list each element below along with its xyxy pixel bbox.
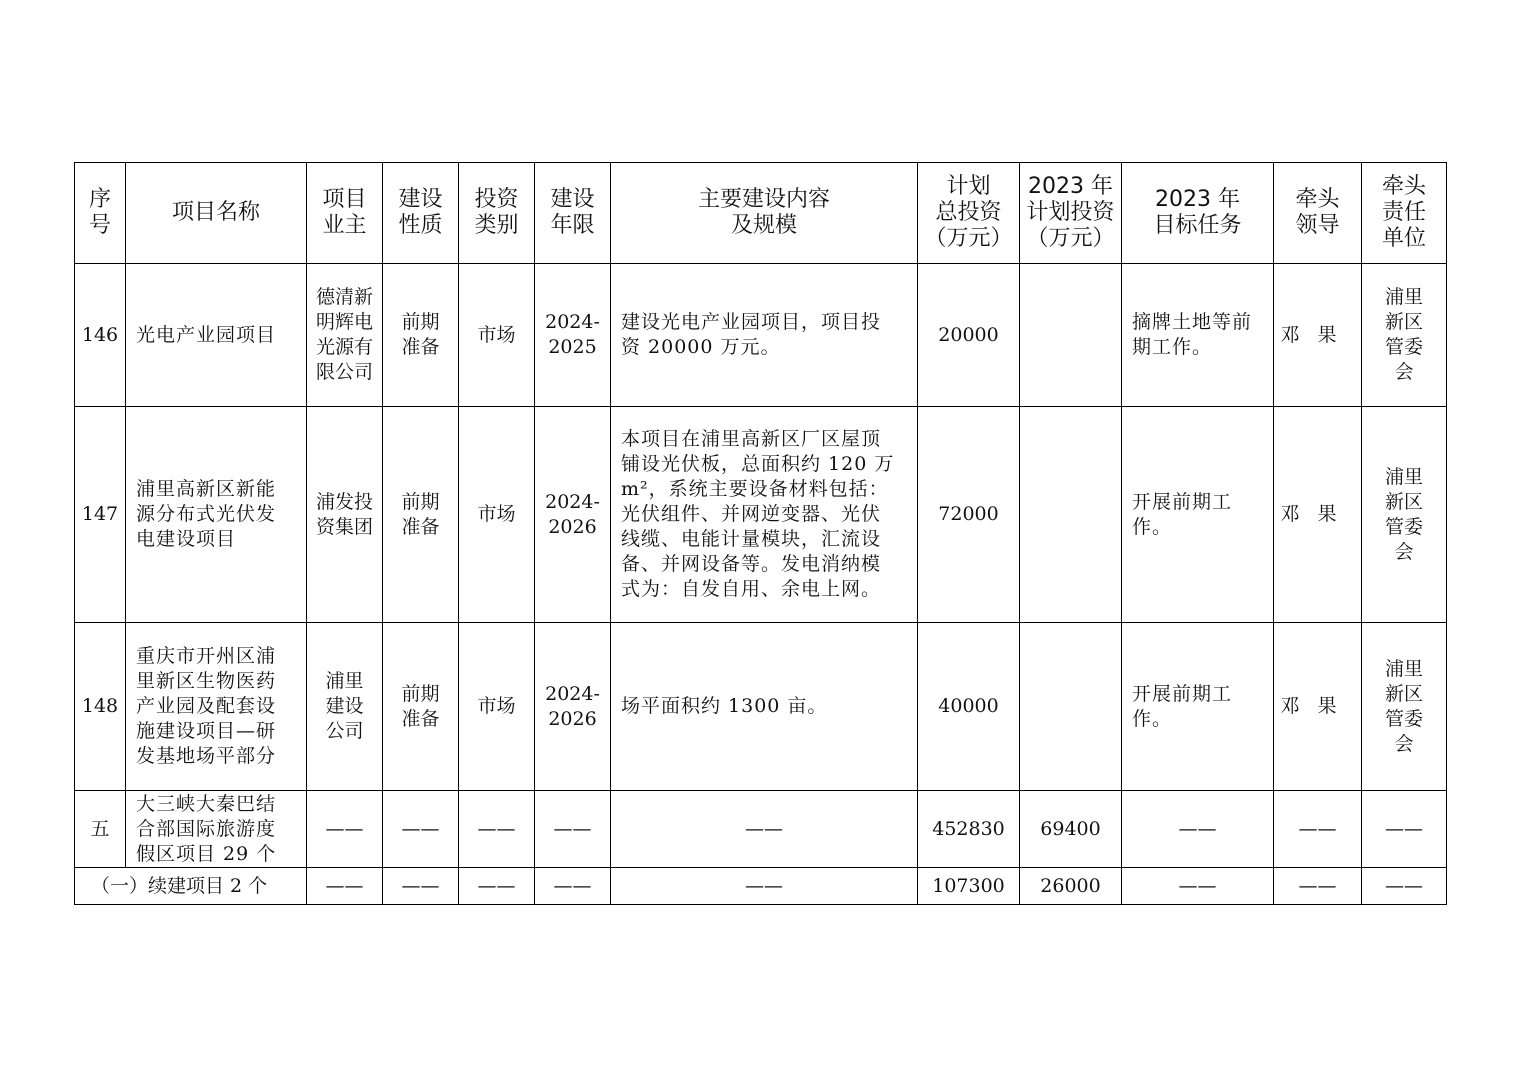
section-plan-2023: 69400 <box>1020 791 1122 868</box>
subsection-period-dash: —— <box>535 868 611 905</box>
section-content-dash: —— <box>611 791 918 868</box>
row-project-name: 光电产业园项目 <box>126 264 307 407</box>
row-invest-type: 市场 <box>459 264 535 407</box>
section-leader-dash: —— <box>1274 791 1362 868</box>
header-target-2023: 2023 年 目标任务 <box>1122 163 1274 264</box>
header-owner: 项目 业主 <box>307 163 383 264</box>
row-period: 2024- 2025 <box>535 264 611 407</box>
row-leader: 邓果 <box>1274 623 1362 791</box>
row-project-name: 重庆市开州区浦 里新区生物医药 产业园及配套设 施建设项目—研 发基地场平部分 <box>126 623 307 791</box>
project-table <box>74 162 1447 905</box>
row-unit: 浦里 新区 管委 会 <box>1362 407 1447 623</box>
table-row <box>75 264 1447 407</box>
row-invest-type: 市场 <box>459 623 535 791</box>
row-plan-2023 <box>1020 623 1122 791</box>
header-total: 计划 总投资 （万元） <box>918 163 1020 264</box>
section-owner-dash: —— <box>307 791 383 868</box>
row-target-2023: 开展前期工作。 <box>1122 407 1274 623</box>
subsection-content-dash: —— <box>611 868 918 905</box>
subsection-nature-dash: —— <box>383 868 459 905</box>
header-invest-type: 投资 类别 <box>459 163 535 264</box>
section-row <box>75 791 1447 868</box>
row-content: 场平面积约 1300 亩。 <box>611 623 918 791</box>
row-seq: 146 <box>75 264 126 407</box>
row-seq: 147 <box>75 407 126 623</box>
subsection-target-dash: —— <box>1122 868 1274 905</box>
row-target-2023: 摘牌土地等前 期工作。 <box>1122 264 1274 407</box>
row-invest-type: 市场 <box>459 407 535 623</box>
section-period-dash: —— <box>535 791 611 868</box>
row-period: 2024- 2026 <box>535 623 611 791</box>
section-seq: 五 <box>75 791 126 868</box>
section-unit-dash: —— <box>1362 791 1447 868</box>
header-plan-2023: 2023 年 计划投资 （万元） <box>1020 163 1122 264</box>
row-owner: 浦里 建设 公司 <box>307 623 383 791</box>
section-target-dash: —— <box>1122 791 1274 868</box>
row-owner: 浦发投 资集团 <box>307 407 383 623</box>
table-header-row <box>75 163 1447 264</box>
header-nature: 建设 性质 <box>383 163 459 264</box>
row-total: 20000 <box>918 264 1020 407</box>
subsection-total: 107300 <box>918 868 1020 905</box>
section-invest-type-dash: —— <box>459 791 535 868</box>
subsection-invest-type-dash: —— <box>459 868 535 905</box>
section-total: 452830 <box>918 791 1020 868</box>
row-content: 建设光电产业园项目，项目投 资 20000 万元。 <box>611 264 918 407</box>
subsection-owner-dash: —— <box>307 868 383 905</box>
row-nature: 前期 准备 <box>383 407 459 623</box>
header-unit: 牵头 责任 单位 <box>1362 163 1447 264</box>
row-nature: 前期 准备 <box>383 264 459 407</box>
subsection-leader-dash: —— <box>1274 868 1362 905</box>
row-leader: 邓果 <box>1274 264 1362 407</box>
header-period: 建设 年限 <box>535 163 611 264</box>
row-project-name: 浦里高新区新能 源分布式光伏发 电建设项目 <box>126 407 307 623</box>
subsection-row <box>75 868 1447 905</box>
row-content: 本项目在浦里高新区厂区屋顶 铺设光伏板，总面积约 120 万 m²，系统主要设备材料包括： 光伏组件、并网逆变器、光伏 线缆、电能计量模块，汇流设 备、并网设备等。发电消纳模 式为：自发自用、余电上网。 <box>611 407 918 623</box>
row-total: 40000 <box>918 623 1020 791</box>
row-plan-2023 <box>1020 407 1122 623</box>
header-seq: 序 号 <box>75 163 126 264</box>
table-row <box>75 407 1447 623</box>
row-target-2023: 开展前期工作。 <box>1122 623 1274 791</box>
row-leader: 邓果 <box>1274 407 1362 623</box>
row-total: 72000 <box>918 407 1020 623</box>
row-plan-2023 <box>1020 264 1122 407</box>
section-nature-dash: —— <box>383 791 459 868</box>
row-nature: 前期 准备 <box>383 623 459 791</box>
table-row <box>75 623 1447 791</box>
row-period: 2024- 2026 <box>535 407 611 623</box>
subsection-name: （一）续建项目 2 个 <box>75 868 307 905</box>
header-name: 项目名称 <box>126 163 307 264</box>
header-leader: 牵头 领导 <box>1274 163 1362 264</box>
subsection-plan-2023: 26000 <box>1020 868 1122 905</box>
section-name: 大三峡大秦巴结 合部国际旅游度 假区项目 29 个 <box>126 791 307 868</box>
header-content: 主要建设内容 及规模 <box>611 163 918 264</box>
subsection-unit-dash: —— <box>1362 868 1447 905</box>
row-unit: 浦里 新区 管委 会 <box>1362 264 1447 407</box>
row-owner: 德清新 明辉电 光源有 限公司 <box>307 264 383 407</box>
row-unit: 浦里 新区 管委 会 <box>1362 623 1447 791</box>
row-seq: 148 <box>75 623 126 791</box>
